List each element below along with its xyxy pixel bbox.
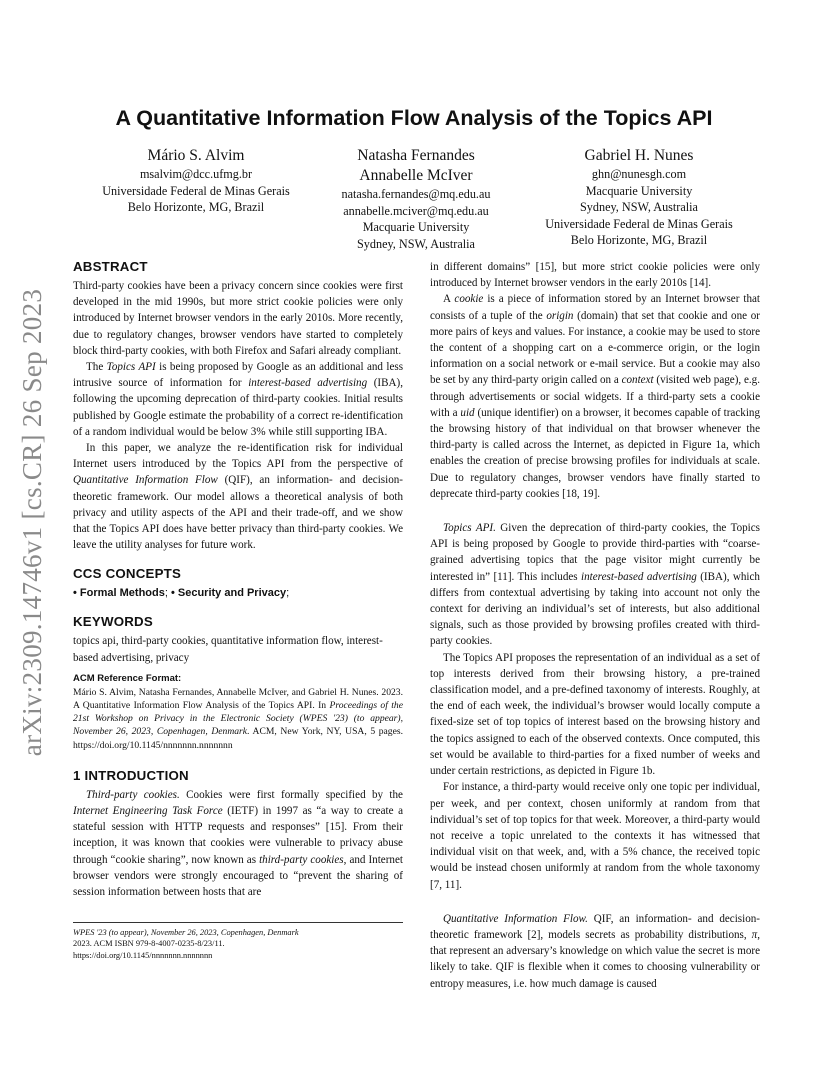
abstract-heading: ABSTRACT xyxy=(73,259,148,274)
intro-paragraph: in different domains” [15], but more strict cookie policies were only introduced by Internet browser vendors in the early 2010s [14]. xyxy=(430,261,760,290)
footnote xyxy=(73,922,403,961)
left-column xyxy=(73,258,403,900)
author-name: Annabelle McIver xyxy=(359,167,473,184)
acm-reference-heading: ACM Reference Format: xyxy=(73,672,182,684)
intro-paragraph: For instance, a third-party would receive only one topic per individual, per week, and per context, chosen uniformly at random from that individual’s set of top topics for that week. Moreover, a third-party would not receive a topic unrelated to the contexts it has witnessed that individual visit on that week, and, with a 5% chance, the received topic would be instead chosen uniformly at random from the whole taxonomy [7, 11]. xyxy=(430,781,760,891)
author-location: Sydney, NSW, Australia xyxy=(580,200,698,215)
intro-paragraph: Third-party cookies. Cookies were first formally specified by the Internet Engineering Task Force (IETF) in 1997 as “a way to create a stateful session with HTTP requests and responses” [15]. From their inception, it was known that cookies were vulnerable to privacy abuse through “cookie sharing”, now known as third-party cookies, and Internet browser vendors were strongly encouraged to “prevent the sharing of session information between hosts that are xyxy=(73,788,404,899)
author-name: Natasha Fernandes xyxy=(357,147,475,164)
intro-paragraph: A cookie is a piece of information stored by an Internet browser that consists of a tuple of the origin (domain) that set that cookie and one or more pairs of keys and values. For instance, a cookie may be used to store the content of a shopping cart on a e-commerce origin, or the login information on a social network or e-mail service. But a cookie may also be set by any third-party origin called on a context (visited web page), e.g. through advertisements or social widgets. If a third-party sets a cookie with a uid (unique identifier) on a browser, it becomes capable of tracking the browsing history of that individual on that browser whenever the third-party is called across the Internet, as depicted in Figure 1a, which enables the creation of precise browsing profiles for individuals at scale. Due to regulatory changes, browser vendors have finally started to deprecate third-party cookies [18, 19]. xyxy=(430,293,761,500)
author-block-2 xyxy=(304,146,528,252)
arxiv-stamp-text: arXiv:2309.14746v1 [cs.CR] 26 Sep 2023 xyxy=(17,288,48,756)
keywords-text: topics api, third-party cookies, quantitative information flow, interest-based advertising, privacy xyxy=(73,635,383,664)
acm-reference: Mário S. Alvim, Natasha Fernandes, Annabelle McIver, and Gabriel H. Nunes. 2023. A Quantitative Information Flow Analysis of the Topics API. In Proceedings of the 21st Workshop on Privacy in the Electronic Society (WPES '23) (to appear), November 26, 2023, Copenhagen, Denmark. ACM, New York, NY, USA, 5 pages. https://doi.org/10.1145/nnnnnnn.nnnnnnn xyxy=(73,686,403,751)
paper-title: A Quantitative Information Flow Analysis of the Topics API xyxy=(115,106,713,130)
footnote-venue: WPES '23 (to appear), November 26, 2023, Copenhagen, Denmark xyxy=(73,928,299,937)
author-email[interactable]: msalvim@dcc.ufmg.br xyxy=(139,167,253,181)
author-name: Gabriel H. Nunes xyxy=(584,147,694,164)
abstract-paragraph: In this paper, we analyze the re-identification risk for individual Internet users introduced by the Topics API from the perspective of Quantitative Information Flow (QIF), an information- and decision-theoretic framework. Our model allows a theoretical analysis of both privacy and utility aspects of the API and their trade-off, and we show that the Topics API does have better privacy than third-party cookies. We leave the utility analyses for future work. xyxy=(73,442,403,552)
author-email[interactable]: natasha.fernandes@mq.edu.au xyxy=(341,187,491,201)
arxiv-stamp xyxy=(16,284,50,760)
author-email[interactable]: annabelle.mciver@mq.edu.au xyxy=(343,203,489,218)
author-affiliation: Macquarie University xyxy=(585,183,693,198)
author-affiliation: Universidade Federal de Minas Gerais xyxy=(102,183,290,198)
author-location: Belo Horizonte, MG, Brazil xyxy=(127,200,265,215)
abstract-paragraph: Third-party cookies have been a privacy concern since cookies were first developed in the mid 1990s, but more strict cookie policies were only introduced by Internet browser vendors in the early 2010s. More recently, due to regulatory changes, browser vendors have started to completely block third-party cookies, with both Firefox and Safari already compliant. xyxy=(73,280,403,357)
author-block-3 xyxy=(528,146,750,249)
abstract-paragraph: The Topics API is being proposed by Google as an additional and less intrusive source of information for interest-based advertising (IBA), following the upcoming deprecation of third-party cookies. Initial results published by Google estimate the probability of a correct re-identification of a random individual would be below 3% while still supporting IBA. xyxy=(73,361,404,438)
author-affiliation: Universidade Federal de Minas Gerais xyxy=(545,216,733,231)
intro-paragraph: The Topics API proposes the representation of an individual as a set of top interests derived from their browsing history, a pre-trained classification model, and a pre-defined taxonomy of interests. Roughly, at the end of each week, the individual’s browser would locally compute a fixed-size set of top topics of interest based on the browsing history and the topics assigned to each of the observed contexts. Once computed, this set would be available to third-parties for a fixed number of weeks and under certain restrictions, as depicted in Figure 1b. xyxy=(430,651,760,778)
ccs-concepts: • Formal Methods; • Security and Privacy; xyxy=(73,587,290,600)
author-email[interactable]: ghn@nunesgh.com xyxy=(591,167,687,181)
ccs-heading: CCS CONCEPTS xyxy=(73,566,182,582)
footnote-isbn: 2023. ACM ISBN 979-8-4007-0235-8/23/11. xyxy=(73,939,225,949)
right-column xyxy=(430,259,760,992)
introduction-heading: 1 INTRODUCTION xyxy=(73,767,189,783)
author-location: Belo Horizonte, MG, Brazil xyxy=(570,233,708,248)
intro-paragraph: Topics API. Given the deprecation of third-party cookies, the Topics API is being proposed by Google to provide third-parties with “coarse-grained advertising topics that the page visitor might currently be interested in” [11]. This includes interest-based advertising (IBA), which differs from contextual advertising by taking into account not only the context for deriving an individual’s set of interests, but also additional signals, such as those provided by browsing profiles created with third-party cookies. xyxy=(430,522,760,648)
footnote-doi[interactable]: https://doi.org/10.1145/nnnnnnn.nnnnnnn xyxy=(73,950,213,960)
author-name: Mário S. Alvim xyxy=(147,147,245,164)
author-location: Sydney, NSW, Australia xyxy=(357,236,475,251)
keywords-heading: KEYWORDS xyxy=(73,614,153,630)
author-block-1 xyxy=(82,146,310,216)
author-affiliation: Macquarie University xyxy=(362,220,470,235)
intro-paragraph: Quantitative Information Flow. QIF, an information- and decision-theoretic framework [2], models secrets as probability distributions, π, that represent an adversary’s knowledge on which value the secret is more likely to take. QIF is flexible when it comes to choosing vulnerability or entropy measures, i.e. how much damage is caused xyxy=(430,912,760,990)
